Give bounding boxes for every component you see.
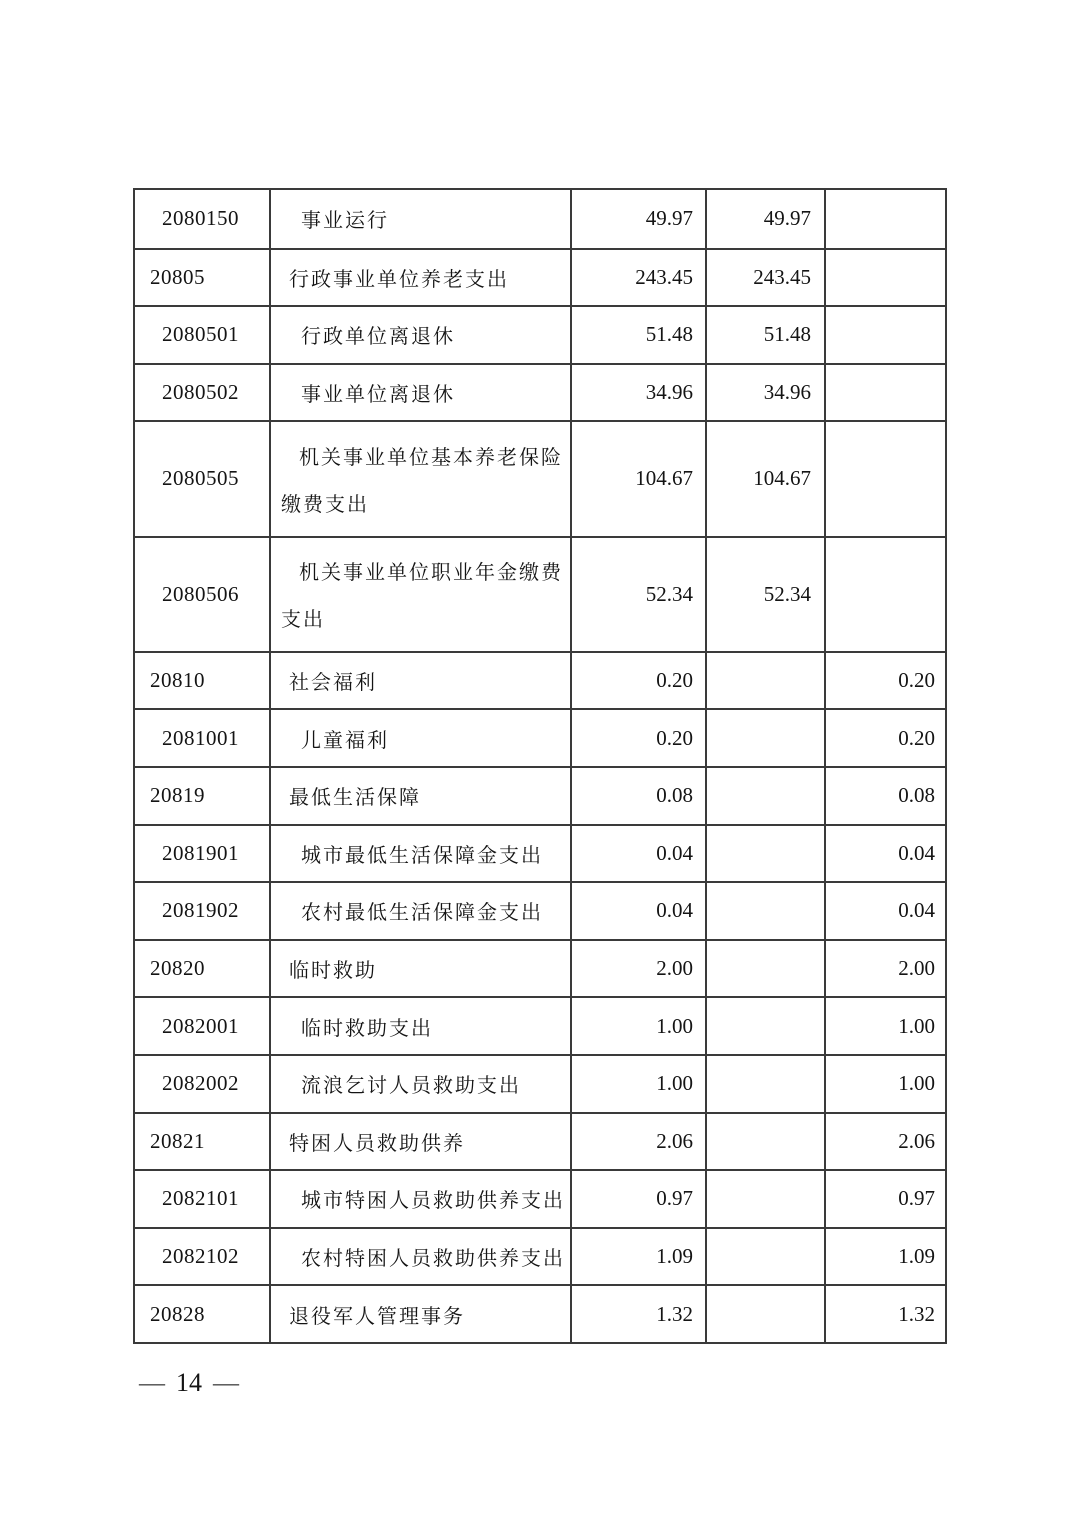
row-code: 20828: [135, 1286, 269, 1342]
row-value-1: 49.97: [570, 190, 705, 248]
row-value-2: 51.48: [705, 307, 824, 363]
row-value-1: 1.00: [570, 998, 705, 1054]
row-value-3: 1.00: [824, 998, 945, 1054]
row-value-2: [705, 1171, 824, 1227]
row-value-2: [705, 1229, 824, 1285]
row-value-2: [705, 826, 824, 882]
row-value-3: 0.08: [824, 768, 945, 824]
row-value-2: [705, 768, 824, 824]
row-value-1: 104.67: [570, 422, 705, 535]
row-value-3: [824, 250, 945, 306]
row-code: 2080505: [135, 422, 269, 535]
row-name: 行政单位离退休: [269, 307, 570, 363]
table-row: [135, 708, 945, 766]
table-row: [135, 766, 945, 824]
row-value-1: 243.45: [570, 250, 705, 306]
row-value-3: [824, 365, 945, 421]
row-name: [269, 422, 570, 535]
row-value-3: 0.97: [824, 1171, 945, 1227]
row-name: 农村特困人员救助供养支出: [269, 1229, 570, 1285]
row-code: 2081001: [135, 710, 269, 766]
row-value-2: 104.67: [705, 422, 824, 535]
row-code: 2081901: [135, 826, 269, 882]
row-value-1: 0.08: [570, 768, 705, 824]
row-name-line2: 缴费支出: [281, 494, 369, 517]
row-code: 2080150: [135, 190, 269, 248]
row-value-3: 1.09: [824, 1229, 945, 1285]
row-code: 2082101: [135, 1171, 269, 1227]
row-value-2: [705, 941, 824, 997]
row-value-1: 1.00: [570, 1056, 705, 1112]
row-name: 流浪乞讨人员救助支出: [269, 1056, 570, 1112]
table-row: [135, 190, 945, 248]
row-value-3: [824, 538, 945, 651]
row-value-1: 51.48: [570, 307, 705, 363]
table-row: [135, 1169, 945, 1227]
row-value-2: 34.96: [705, 365, 824, 421]
row-name: 事业运行: [269, 190, 570, 248]
row-value-2: [705, 1056, 824, 1112]
row-value-1: 0.20: [570, 710, 705, 766]
row-name: 城市特困人员救助供养支出: [269, 1171, 570, 1227]
table-row: [135, 536, 945, 651]
row-code: 2080506: [135, 538, 269, 651]
row-name-line1: 机关事业单位基本养老保险: [299, 446, 563, 469]
row-value-3: 2.06: [824, 1114, 945, 1170]
row-value-2: [705, 998, 824, 1054]
row-value-3: 0.20: [824, 710, 945, 766]
page-footer: [139, 1368, 239, 1398]
row-value-3: [824, 422, 945, 535]
row-name: 最低生活保障: [269, 768, 570, 824]
budget-table: [133, 188, 947, 1344]
row-code: 2080502: [135, 365, 269, 421]
row-value-3: 0.20: [824, 653, 945, 709]
row-name: 行政事业单位养老支出: [269, 250, 570, 306]
table-row: [135, 996, 945, 1054]
table-row: [135, 248, 945, 306]
row-code: 20820: [135, 941, 269, 997]
row-value-1: 1.32: [570, 1286, 705, 1342]
row-value-2: [705, 653, 824, 709]
row-name: 临时救助: [269, 941, 570, 997]
row-value-2: [705, 883, 824, 939]
row-code: 2081902: [135, 883, 269, 939]
table-row: [135, 651, 945, 709]
row-value-1: 0.97: [570, 1171, 705, 1227]
row-code: 2080501: [135, 307, 269, 363]
row-value-3: 1.00: [824, 1056, 945, 1112]
row-value-3: 0.04: [824, 883, 945, 939]
row-code: 2082102: [135, 1229, 269, 1285]
row-value-3: 2.00: [824, 941, 945, 997]
row-value-3: 1.32: [824, 1286, 945, 1342]
row-value-1: 0.04: [570, 826, 705, 882]
row-value-1: 0.20: [570, 653, 705, 709]
table-row: [135, 305, 945, 363]
row-value-2: 49.97: [705, 190, 824, 248]
table-row: [135, 420, 945, 535]
row-name: 农村最低生活保障金支出: [269, 883, 570, 939]
footer-dash-right: —: [213, 1368, 239, 1397]
row-value-2: [705, 1286, 824, 1342]
row-value-2: [705, 710, 824, 766]
row-name: 城市最低生活保障金支出: [269, 826, 570, 882]
row-value-1: 52.34: [570, 538, 705, 651]
row-name: 儿童福利: [269, 710, 570, 766]
row-value-2: [705, 1114, 824, 1170]
row-value-1: 0.04: [570, 883, 705, 939]
row-value-3: 0.04: [824, 826, 945, 882]
row-code: 2082001: [135, 998, 269, 1054]
row-name-line2: 支出: [281, 609, 325, 632]
table-row: [135, 939, 945, 997]
row-name: 临时救助支出: [269, 998, 570, 1054]
row-value-1: 2.06: [570, 1114, 705, 1170]
table-row: [135, 824, 945, 882]
row-name: 社会福利: [269, 653, 570, 709]
table-row: [135, 1112, 945, 1170]
footer-dash-left: —: [139, 1368, 165, 1397]
row-value-1: 1.09: [570, 1229, 705, 1285]
row-value-2: 243.45: [705, 250, 824, 306]
row-name: 特困人员救助供养: [269, 1114, 570, 1170]
table-row: [135, 1054, 945, 1112]
table-row: [135, 1284, 945, 1342]
row-name: 退役军人管理事务: [269, 1286, 570, 1342]
row-name-line1: 机关事业单位职业年金缴费: [299, 561, 563, 584]
row-code: 20805: [135, 250, 269, 306]
row-value-1: 34.96: [570, 365, 705, 421]
row-code: 20819: [135, 768, 269, 824]
row-code: 20810: [135, 653, 269, 709]
row-code: 20821: [135, 1114, 269, 1170]
row-value-1: 2.00: [570, 941, 705, 997]
row-code: 2082002: [135, 1056, 269, 1112]
row-value-3: [824, 190, 945, 248]
table-row: [135, 363, 945, 421]
table-row: [135, 1227, 945, 1285]
page-number: 14: [176, 1368, 202, 1397]
row-value-2: 52.34: [705, 538, 824, 651]
row-name: [269, 538, 570, 651]
row-value-3: [824, 307, 945, 363]
table-row: [135, 881, 945, 939]
row-name: 事业单位离退休: [269, 365, 570, 421]
